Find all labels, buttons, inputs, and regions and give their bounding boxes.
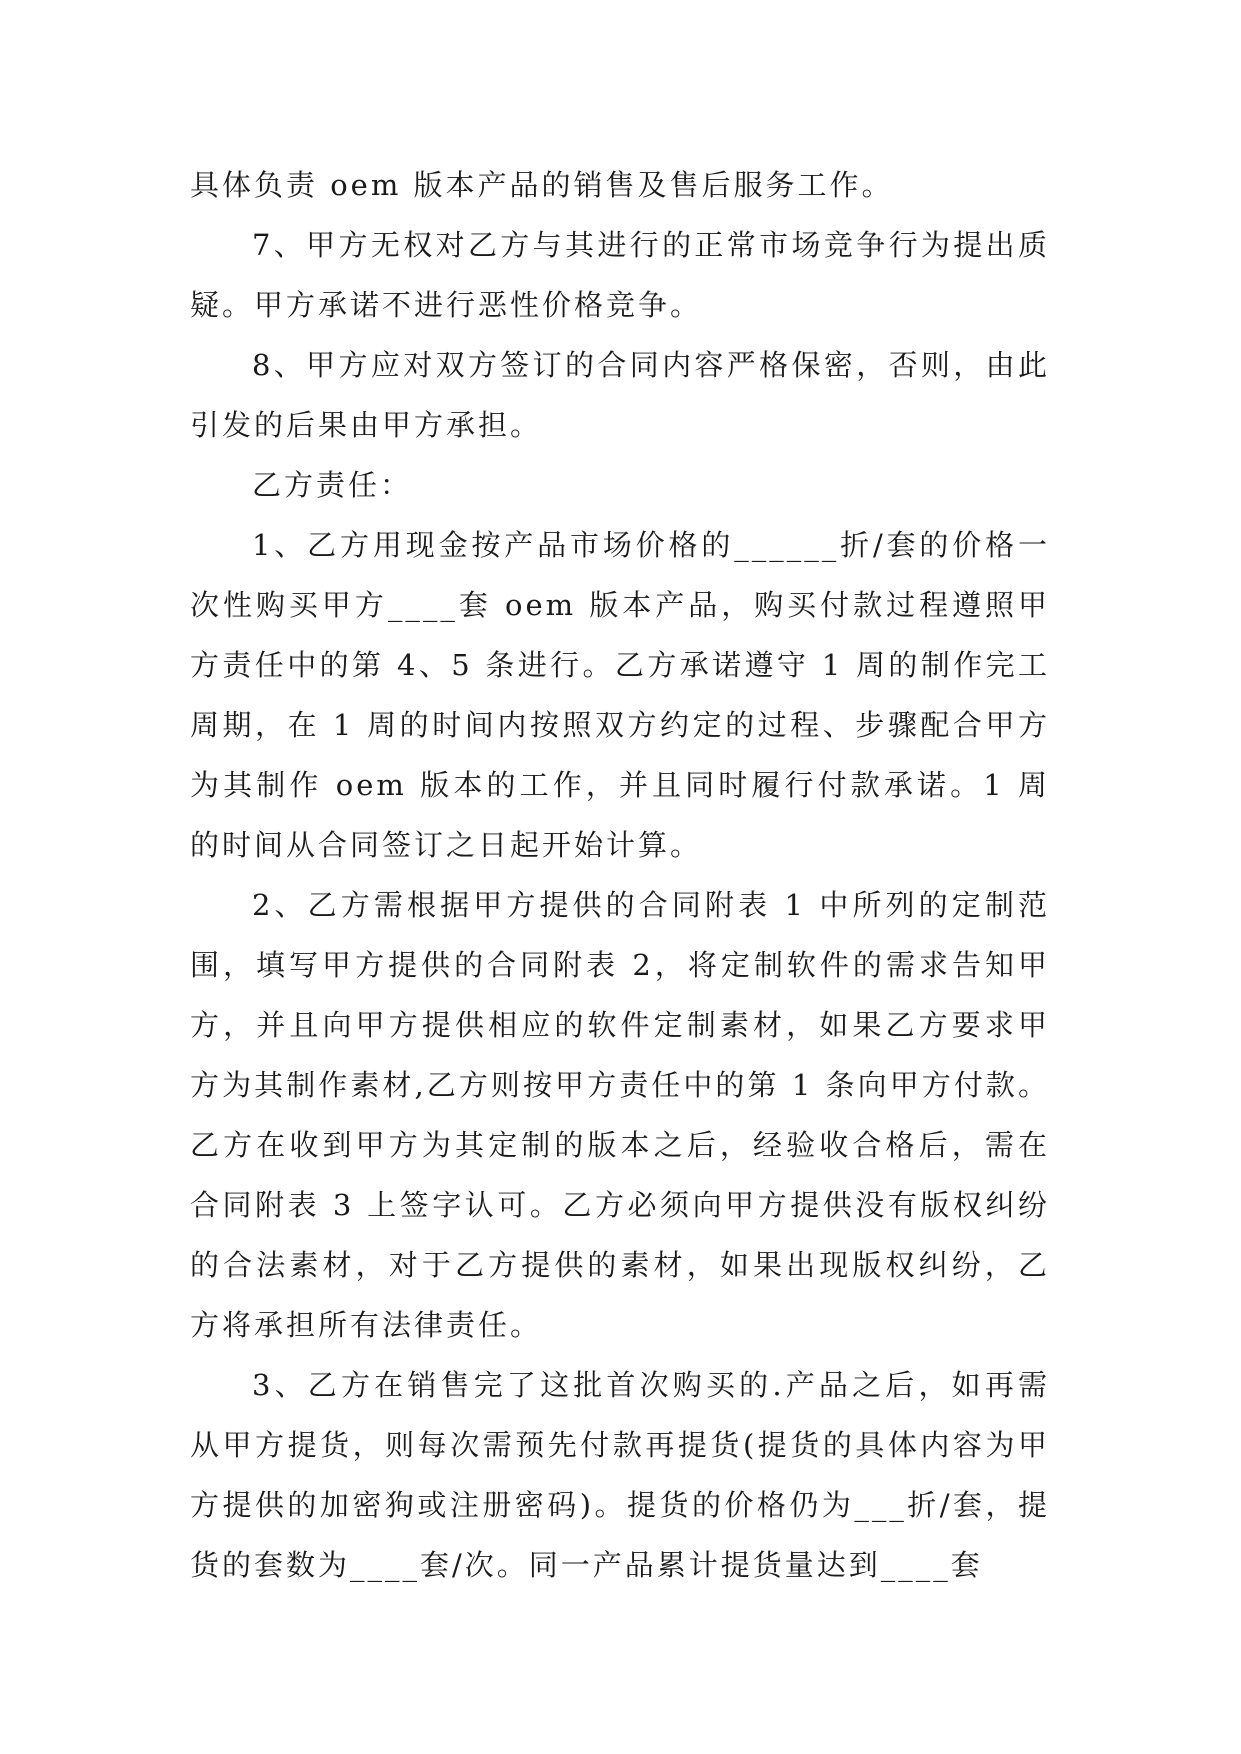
paragraph-1: 具体负责 oem 版本产品的销售及售后服务工作。 bbox=[190, 168, 894, 202]
paragraph-clause-7: 7、甲方无权对乙方与其进行的正常市场竞争行为提出质疑。甲方承诺不进行恶性价格竞争。 bbox=[190, 228, 1050, 322]
paragraph-clause-8: 8、甲方应对双方签订的合同内容严格保密，否则，由此引发的后果由甲方承担。 bbox=[190, 348, 1050, 442]
paragraph-b-clause-2: 2、乙方需根据甲方提供的合同附表 1 中所列的定制范围，填写甲方提供的合同附表 2，将定制软件的需求告知甲方，并且向甲方提供相应的软件定制素材，如果乙方要求甲方为其制作素材,乙方则按甲方责任中的第 1 条向甲方付款。乙方在收到甲方为其定制的版本之后，经验收合格后，需在合同附表 3 上签字认可。乙方必须向甲方提供没有版权纠纷的合法素材，对于乙方提供的素材，如果出现版权纠纷，乙方将承担所有法律责任。 bbox=[190, 888, 1050, 1342]
paragraph-b-clause-3: 3、乙方在销售完了这批首次购买的.产品之后，如再需从甲方提货，则每次需预先付款再提货(提货的具体内容为甲方提供的加密狗或注册密码)。提货的价格仍为___折/套，提货的套数为____套/次。同一产品累计提货量达到____套 bbox=[190, 1368, 1050, 1582]
section-heading-party-b-responsibility: 乙方责任： bbox=[252, 468, 413, 502]
document-body bbox=[190, 155, 1050, 1595]
paragraph-b-clause-1: 1、乙方用现金按产品市场价格的______折/套的价格一次性购买甲方____套 oem 版本产品，购买付款过程遵照甲方责任中的第 4、5 条进行。乙方承诺遵守 1 周的制作完工周期，在 1 周的时间内按照双方约定的过程、步骤配合甲方为其制作 oem 版本的工作，并且同时履行付款承诺。1 周的时间从合同签订之日起开始计算。 bbox=[190, 528, 1050, 862]
